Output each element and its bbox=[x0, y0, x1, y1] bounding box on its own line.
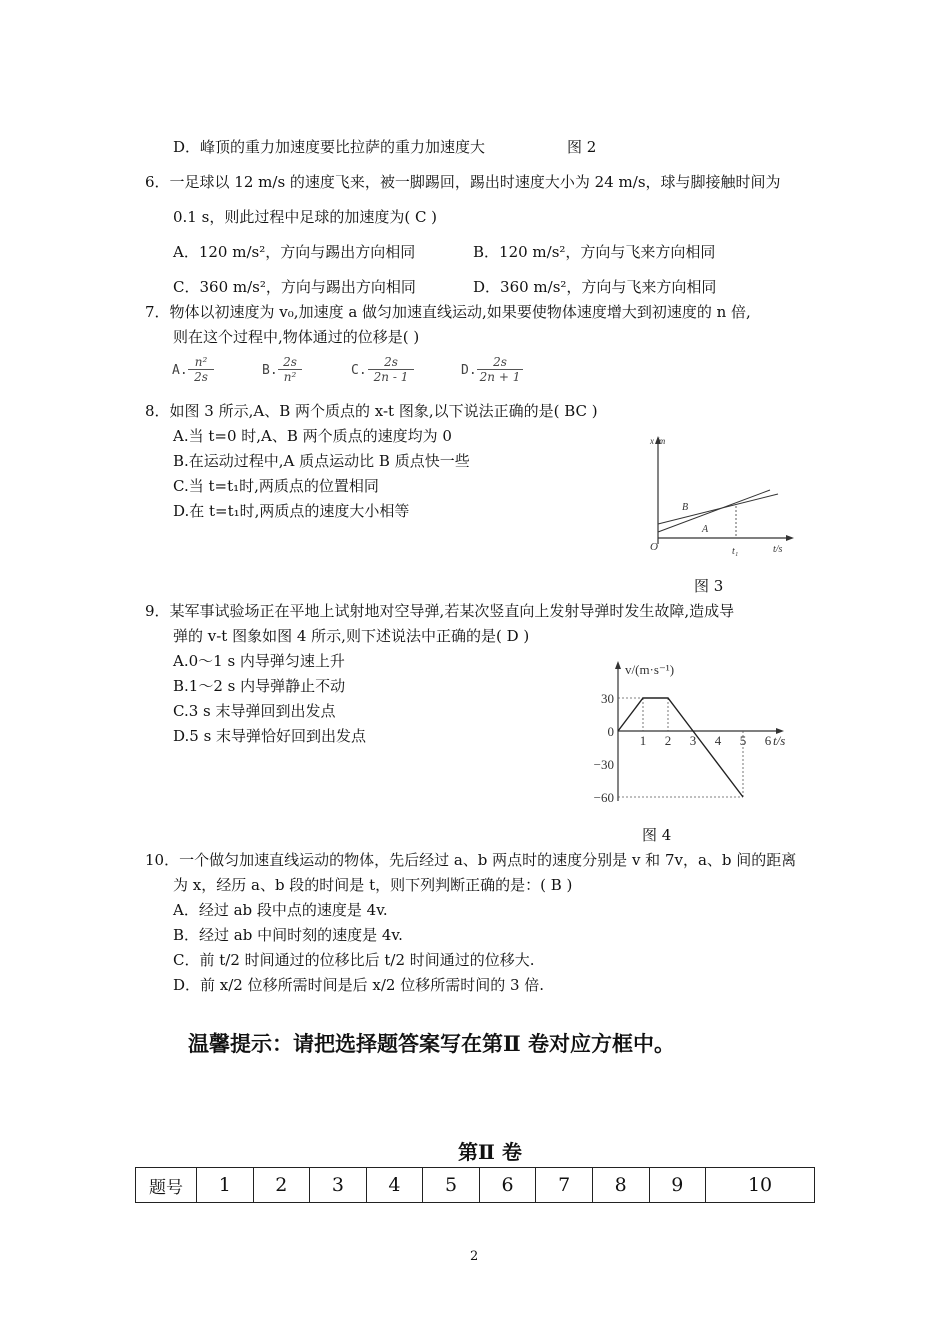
section-ii-title: 第Ⅱ 卷 bbox=[458, 1140, 522, 1164]
q7-option-b-label: B. bbox=[262, 363, 278, 378]
q6-stem-line1: 6．一足球以 12 m/s 的速度飞来，被一脚踢回，踢出时速度大小为 24 m/s，球与脚接触时间为 bbox=[145, 173, 781, 191]
answer-col-9[interactable]: 9 bbox=[649, 1168, 706, 1203]
answer-col-7[interactable]: 7 bbox=[536, 1168, 593, 1203]
fig4-x-tick: 5 bbox=[739, 733, 747, 748]
fig3-line-a bbox=[658, 490, 770, 532]
fig4-x-tick: 3 bbox=[689, 733, 697, 748]
q9-stem-line1: 9．某军事试验场正在平地上试射地对空导弹,若某次竖直向上发射导弹时发生故障,造成导 bbox=[145, 602, 735, 620]
q8-option-c: C.当 t=t₁时,两质点的位置相同 bbox=[173, 477, 379, 495]
q8-option-b: B.在运动过程中,A 质点运动比 B 质点快一些 bbox=[173, 452, 470, 470]
q9-stem-line2: 弹的 v-t 图象如图 4 所示,则下述说法中正确的是( D ) bbox=[173, 627, 530, 645]
fig4-y-tick: −60 bbox=[593, 790, 614, 805]
page-number: 2 bbox=[470, 1249, 479, 1264]
fig3-x-arrow bbox=[786, 535, 794, 541]
fig4-y-label: v/(m·s⁻¹) bbox=[625, 662, 675, 677]
q8-stem: 8．如图 3 所示,A、B 两个质点的 x-t 图象,以下说法正确的是( BC ) bbox=[145, 402, 598, 420]
answer-col-6[interactable]: 6 bbox=[479, 1168, 536, 1203]
answer-col-1[interactable]: 1 bbox=[197, 1168, 254, 1203]
answer-col-2[interactable]: 2 bbox=[253, 1168, 310, 1203]
fig3-label-b: B bbox=[682, 502, 689, 513]
q10-option-c: C．前 t/2 时间通过的位移比后 t/2 时间通过的位移大. bbox=[173, 951, 535, 969]
q10-option-a: A．经过 ab 段中点的速度是 4v. bbox=[173, 901, 388, 919]
figure-3-label: 图 3 bbox=[694, 577, 724, 595]
q8-option-a: A.当 t=0 时,A、B 两个质点的速度均为 0 bbox=[173, 427, 452, 445]
q7-stem-line2: 则在这个过程中,物体通过的位移是( ) bbox=[173, 328, 420, 346]
answer-table-header-row bbox=[136, 1168, 815, 1203]
fig3-origin: O bbox=[650, 541, 658, 553]
fig3-t1-tick: t₁ bbox=[732, 546, 739, 557]
q7-option-a-fraction: $\frac{\text{n²}}{2s}$ bbox=[188, 355, 214, 384]
q6-option-d: D．360 m/s²，方向与飞来方向相同 bbox=[473, 278, 717, 296]
fig3-x-label: t/s bbox=[773, 544, 783, 555]
q10-stem-line1: 10．一个做匀加速直线运动的物体，先后经过 a、b 两点时的速度分别是 v 和 7v，a、b 间的距离 bbox=[145, 851, 797, 869]
q7-stem-line1: 7．物体以初速度为 v₀,加速度 a 做匀加速直线运动,如果要使物体速度增大到初速度的 n 倍, bbox=[145, 303, 751, 321]
q7-option-c-fraction: $\frac{2s}{2n - 1}$ bbox=[368, 355, 414, 384]
fig4-y-tick: 0 bbox=[607, 724, 614, 739]
q9-option-a: A.0～1 s 内导弹匀速上升 bbox=[173, 652, 345, 670]
q10-stem-line2: 为 x，经历 a、b 段的时间是 t，则下列判断正确的是：( B ) bbox=[173, 876, 573, 894]
answer-col-4[interactable]: 4 bbox=[366, 1168, 423, 1203]
q7-option-c-label: C. bbox=[351, 363, 367, 378]
q5-option-d: D．峰顶的重力加速度要比拉萨的重力加速度大 bbox=[173, 138, 486, 156]
answer-table bbox=[135, 1167, 815, 1203]
q10-option-d: D．前 x/2 位移所需时间是后 x/2 位移所需时间的 3 倍. bbox=[173, 976, 545, 994]
answer-col-8[interactable]: 8 bbox=[592, 1168, 649, 1203]
q7-option-b-fraction: $\frac{2s}{\text{n²}}$ bbox=[278, 355, 302, 384]
fig4-y-tick: 30 bbox=[601, 691, 614, 706]
answer-table-header: 题号 bbox=[136, 1168, 197, 1203]
q9-option-c: C.3 s 末导弹回到出发点 bbox=[173, 702, 336, 720]
q6-option-b: B．120 m/s²，方向与飞来方向相同 bbox=[473, 243, 716, 261]
answer-col-3[interactable]: 3 bbox=[310, 1168, 367, 1203]
fig4-velocity-line bbox=[618, 698, 743, 797]
fig4-x-tick: 6 bbox=[764, 733, 772, 748]
q7-option-a-label: A. bbox=[172, 363, 188, 378]
q9-option-d: D.5 s 末导弹恰好回到出发点 bbox=[173, 727, 367, 745]
fig4-y-tick: −30 bbox=[593, 757, 614, 772]
fig4-x-tick: 2 bbox=[664, 733, 672, 748]
figure-3-xt-graph bbox=[640, 432, 800, 557]
q6-option-a: A．120 m/s²，方向与踢出方向相同 bbox=[173, 243, 416, 261]
fig4-x-label: t/s bbox=[773, 733, 786, 748]
answer-col-10[interactable]: 10 bbox=[706, 1168, 815, 1203]
figure-4-vt-graph bbox=[580, 655, 800, 810]
warm-tip: 温馨提示：请把选择题答案写在第Ⅱ 卷对应方框中。 bbox=[188, 1031, 676, 1056]
q10-option-b: B．经过 ab 中间时刻的速度是 4v. bbox=[173, 926, 403, 944]
q7-option-d-label: D. bbox=[461, 363, 477, 378]
fig4-x-tick: 1 bbox=[639, 733, 647, 748]
answer-col-5[interactable]: 5 bbox=[423, 1168, 480, 1203]
q6-stem-line2: 0.1 s，则此过程中足球的加速度为( C ) bbox=[173, 208, 438, 226]
fig4-x-tick: 4 bbox=[714, 733, 722, 748]
fig3-label-a: A bbox=[702, 524, 709, 535]
figure-2-label: 图 2 bbox=[567, 138, 597, 156]
figure-4-label: 图 4 bbox=[642, 826, 672, 844]
fig3-y-label: x /m bbox=[650, 436, 666, 446]
q7-option-d-fraction: $\frac{2s}{2n + 1}$ bbox=[477, 355, 523, 384]
q8-option-d: D.在 t=t₁时,两质点的速度大小相等 bbox=[173, 502, 410, 520]
fig4-y-arrow bbox=[615, 661, 621, 669]
q9-option-b: B.1～2 s 内导弹静止不动 bbox=[173, 677, 346, 695]
q6-option-c: C．360 m/s²，方向与踢出方向相同 bbox=[173, 278, 416, 296]
